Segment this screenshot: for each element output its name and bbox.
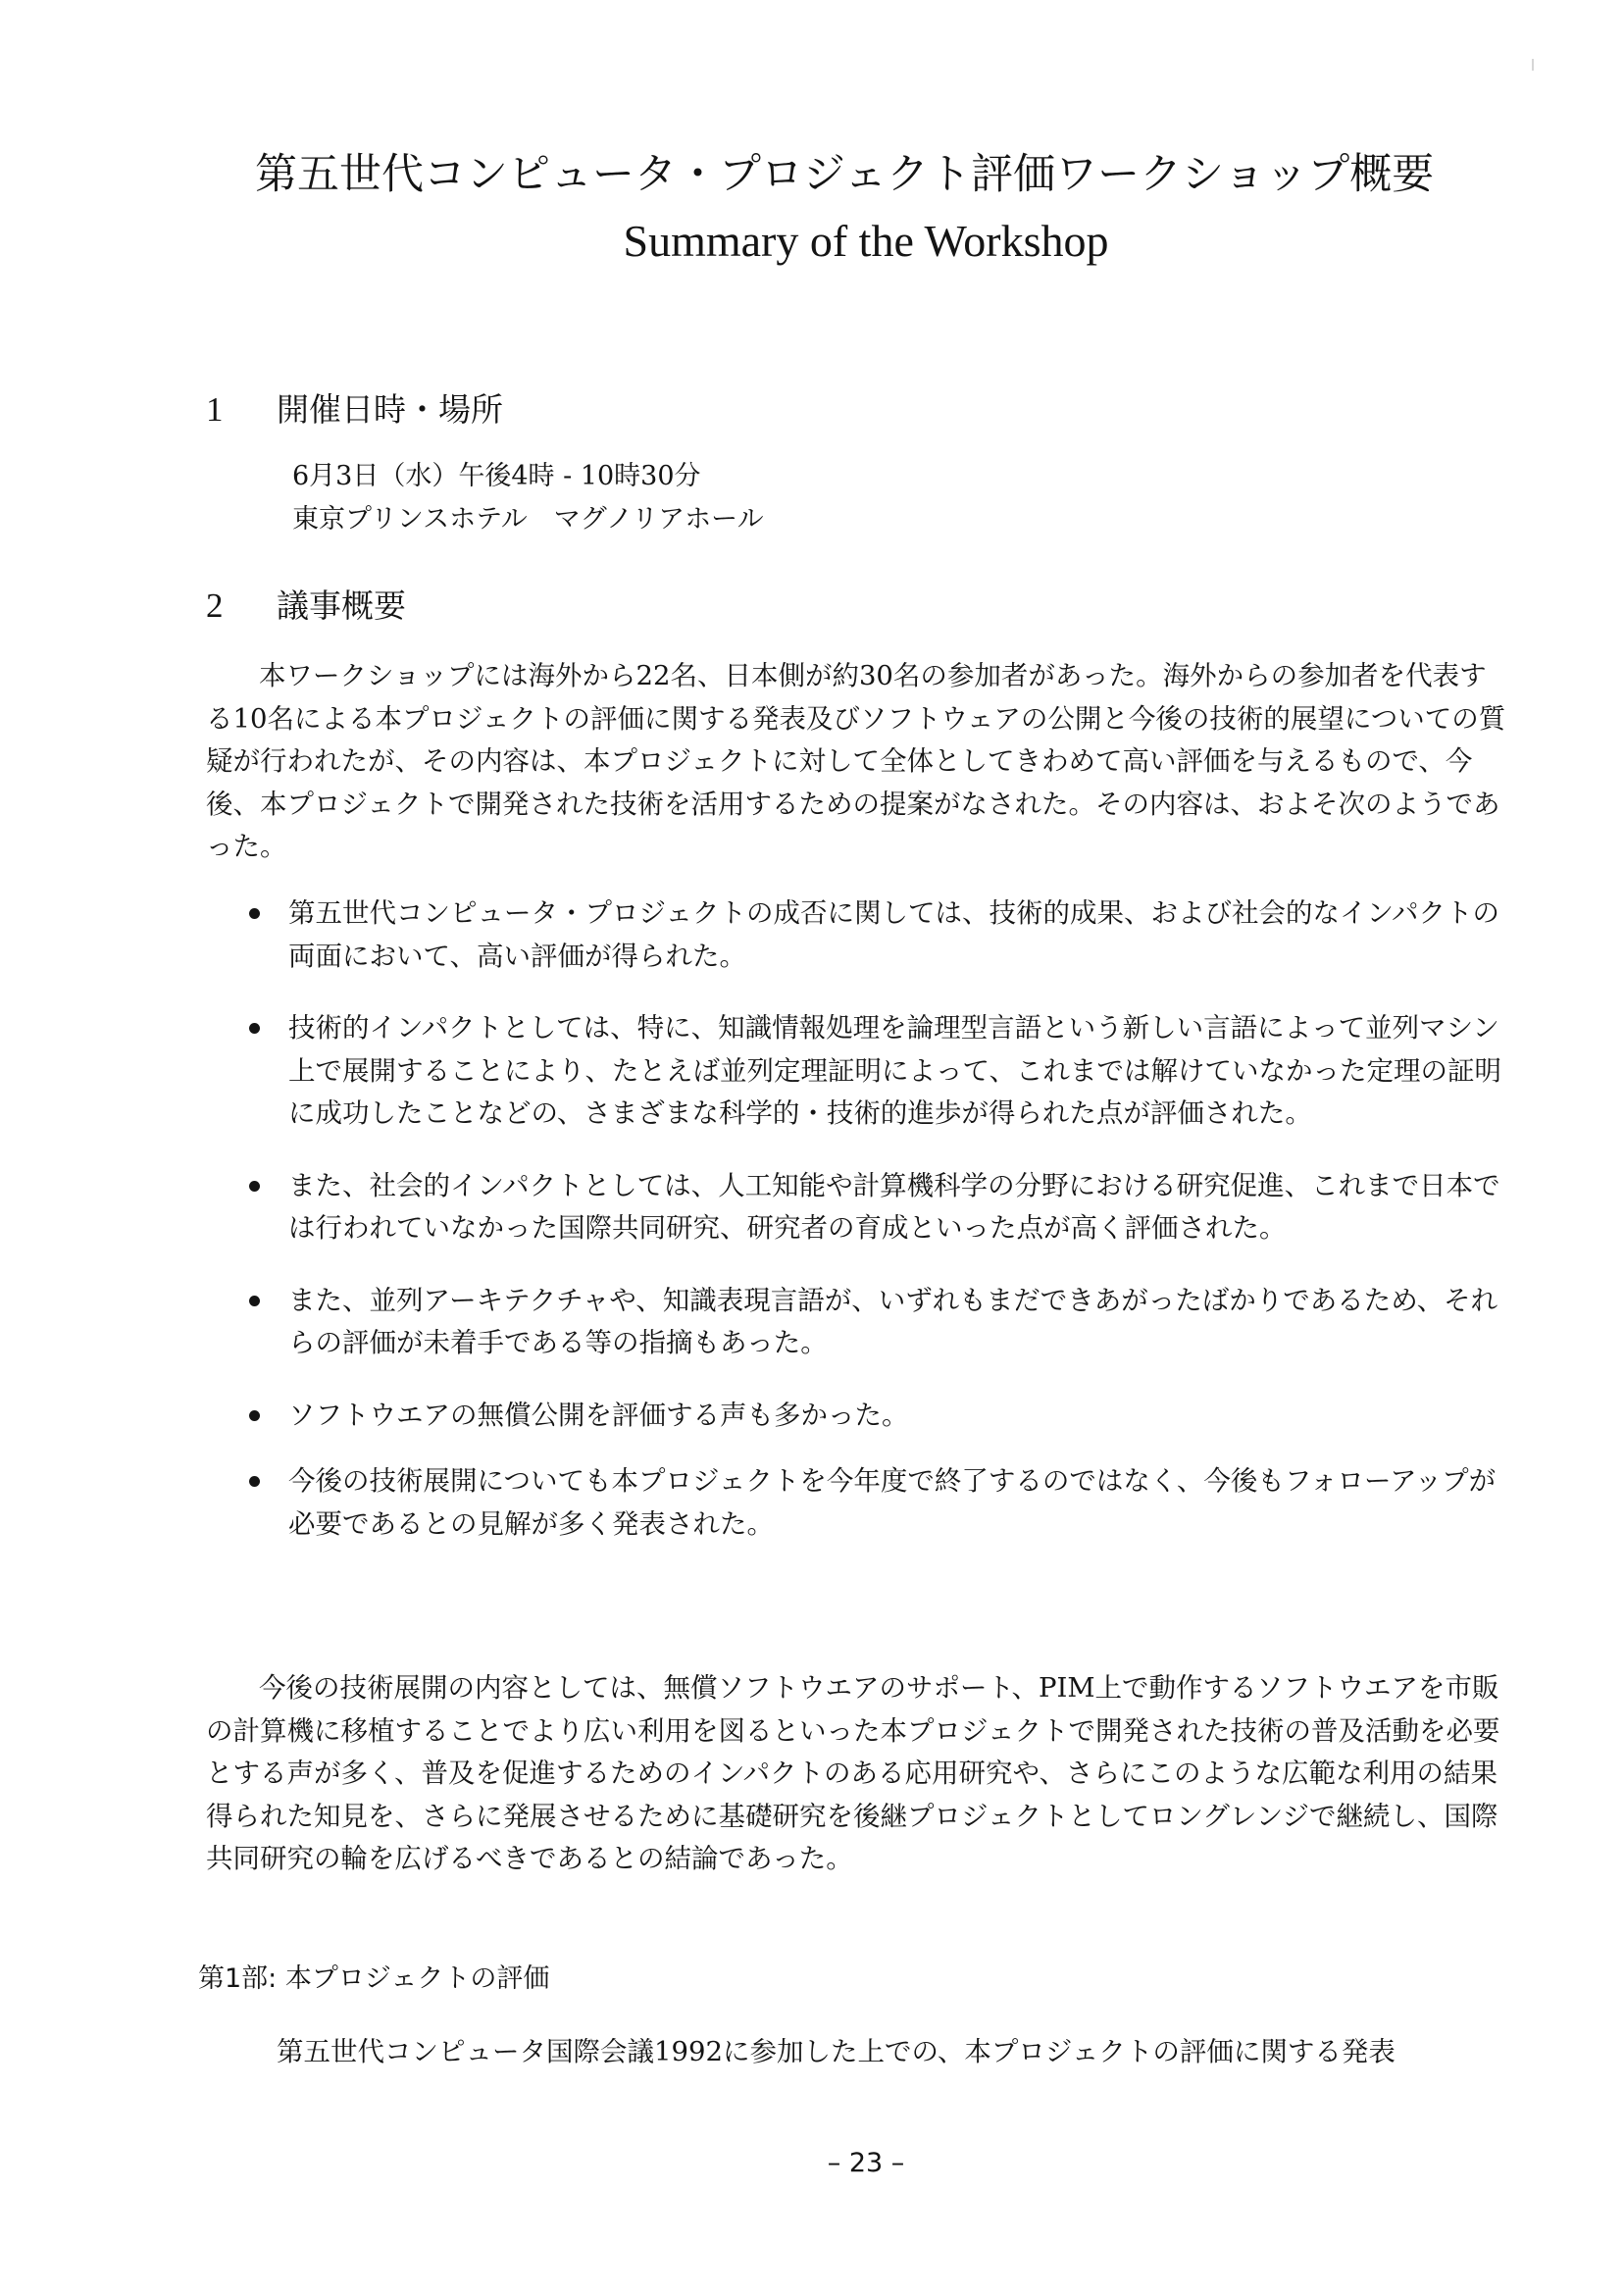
part-heading: 第1部: 本プロジェクトの評価 <box>198 1963 550 1994</box>
list-item <box>247 1460 1512 1546</box>
list-item <box>247 1395 1512 1438</box>
section-number: 2 <box>206 586 224 625</box>
bullet-icon <box>249 908 260 919</box>
section-title: 議事概要 <box>277 586 406 625</box>
bullet-icon <box>249 1476 260 1487</box>
event-date: 6月3日（水）午後4時 - 10時30分 <box>292 461 701 491</box>
section-heading-schedule <box>206 388 503 432</box>
section-heading-summary <box>206 585 406 628</box>
bullet-icon <box>249 1181 260 1192</box>
list-item <box>247 1280 1512 1365</box>
scan-artifact <box>1532 59 1534 71</box>
page-number: – 23 – <box>827 2148 905 2178</box>
list-item-text: 今後の技術展開についても本プロジェクトを今年度で終了するのではなく、今後もフォローアップが必要であるとの見解が多く発表された。 <box>288 1465 1497 1540</box>
list-item-text: 第五世代コンピュータ・プロジェクトの成否に関しては、技術的成果、および社会的なインパクトの両面において、高い評価が得られた。 <box>288 897 1500 972</box>
findings-list <box>247 892 1512 1575</box>
list-item-text: また、社会的インパクトとしては、人工知能や計算機科学の分野における研究促進、これまで日本では行われていなかった国際共同研究、研究者の育成といった点が高く評価された。 <box>288 1169 1500 1244</box>
section-number: 1 <box>206 390 224 429</box>
bullet-icon <box>249 1023 260 1034</box>
summary-intro-paragraph: 本ワークショップには海外から22名、日本側が約30名の参加者があった。海外からの参加者を代表する10名による本プロジェクトの評価に関する発表及びソフトウェアの公開と今後の技術的展望についての質疑が行われたが、その内容は、本プロジェクトに対して全体としてきわめて高い評価を与えるもので、今後、本プロジェクトで開発された技術を活用するための提案がなされた。その内容は、およそ次のようであった。 <box>206 660 1506 862</box>
bullet-icon <box>249 1410 260 1421</box>
document-title-japanese: 第五世代コンピュータ・プロジェクト評価ワークショップ概要 <box>255 150 1435 199</box>
list-item <box>247 1165 1512 1250</box>
list-item-text: ソフトウエアの無償公開を評価する声も多かった。 <box>288 1399 909 1431</box>
list-item <box>247 1007 1512 1136</box>
list-item-text: 技術的インパクトとしては、特に、知識情報処理を論理型言語という新しい言語によって並列マシン上で展開することにより、たとえば並列定理証明によって、これまでは解けていなかった定理の証明に成功したことなどの、さまざまな科学的・技術的進歩が得られた点が評価された。 <box>288 1012 1501 1129</box>
list-item-text: また、並列アーキテクチャや、知識表現言語が、いずれもまだできあがったばかりであるため、それらの評価が未着手である等の指摘もあった。 <box>288 1284 1498 1358</box>
bullet-icon <box>249 1296 260 1306</box>
list-item <box>247 892 1512 978</box>
part-description: 第五世代コンピュータ国際会議1992に参加した上での、本プロジェクトの評価に関する発表 <box>277 2036 1396 2067</box>
section-title: 開催日時・場所 <box>277 390 503 429</box>
outcome-paragraph: 今後の技術展開の内容としては、無償ソフトウエアのサポート、PIM上で動作するソフトウエアを市販の計算機に移植することでより広い利用を図るといった本プロジェクトで開発された技術の普及活動を必要とする声が多く、普及を促進するためのインパクトのある応用研究や、さらにこのような広範な利用の結果得られた知見を、さらに発展させるために基礎研究を後継プロジェクトとしてロングレンジで継続し、国際共同研究の輪を広げるべきであるとの結論であった。 <box>206 1672 1500 1874</box>
document-title-english: Summary of the Workshop <box>623 216 1109 266</box>
event-venue: 東京プリンスホテル マグノリアホール <box>292 504 764 535</box>
